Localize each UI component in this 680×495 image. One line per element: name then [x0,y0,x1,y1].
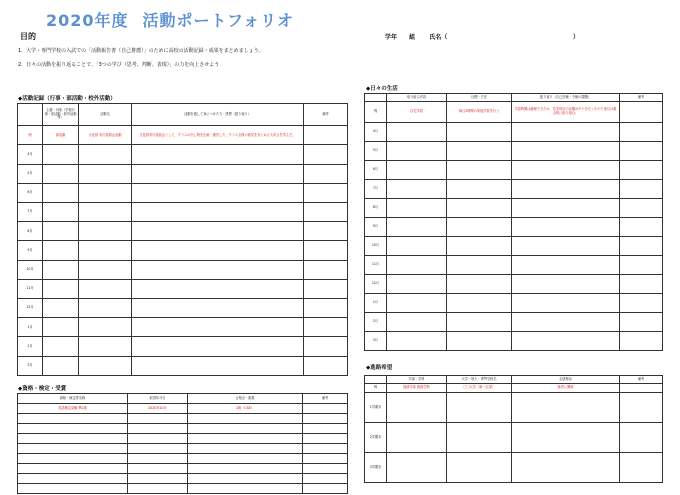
row-label: 1学期末 [365,393,387,423]
entry-cell[interactable] [512,393,620,423]
entry-cell[interactable] [132,164,304,183]
purpose-item-1: 1．大学・専門学校の入試での「活動報告書（自己推薦）」のために高校の活動記録・成果をまとめましょう。 [18,48,264,54]
entry-cell[interactable] [132,279,304,298]
entry-cell[interactable] [447,393,512,423]
row-label: 3学期末 [365,453,387,483]
table-row [18,222,348,241]
entry-cell[interactable] [512,123,620,142]
entry-cell[interactable] [512,218,620,237]
entry-cell[interactable] [620,199,663,218]
entry-cell[interactable] [620,393,663,423]
row-label: 1月 [18,318,43,337]
entry-cell[interactable] [620,423,663,453]
entry-cell[interactable] [128,484,188,494]
entry-cell[interactable] [132,260,304,279]
entry-cell[interactable] [132,203,304,222]
name-close: ） [573,34,580,41]
entry-cell[interactable] [18,474,128,484]
table-header-row [365,376,663,384]
entry-cell[interactable] [387,142,447,161]
entry-cell[interactable] [128,474,188,484]
entry-cell[interactable] [387,123,447,142]
row-label: 例 [365,102,387,123]
row-label: 7月 [18,203,43,222]
cell-content: 文化祭実行委員会として、クラスの出し物を企画・運営した。クラス全員の意見をまとめる大切さを学んだ。 [132,126,304,145]
cell: 経済学部 経済学科 [387,384,447,393]
table-row [365,313,663,332]
cell-goal: 毎日2時間の家庭学習を行う [447,102,512,123]
entry-cell[interactable] [447,180,512,199]
row-label: 10月 [365,237,387,256]
entry-cell[interactable] [188,424,303,434]
row-label: 12月 [18,299,43,318]
row-label: 3月 [18,356,43,375]
entry-cell[interactable] [79,164,132,183]
entry-cell[interactable] [79,318,132,337]
entry-cell[interactable] [512,256,620,275]
name-label: 氏名（ [429,34,448,41]
entry-cell[interactable] [43,164,79,183]
entry-cell[interactable] [43,183,79,202]
table-row [365,294,663,313]
entry-cell[interactable] [512,294,620,313]
entry-cell[interactable] [620,332,663,351]
header-cell [18,104,43,126]
table-row [18,145,348,164]
entry-cell[interactable] [18,464,128,474]
row-label: 例 [365,384,387,393]
cell [303,404,348,414]
entry-cell[interactable] [43,279,79,298]
entry-cell[interactable] [620,275,663,294]
entry-cell[interactable] [128,444,188,454]
entry-cell[interactable] [387,237,447,256]
table-row [18,318,348,337]
entry-cell[interactable] [43,222,79,241]
entry-cell[interactable] [303,464,348,474]
header-cell [365,376,387,384]
table-row [365,102,663,123]
header-cell: 大学・短大・専門学校名 [447,376,512,384]
entry-cell[interactable] [79,260,132,279]
row-label: 11月 [365,256,387,275]
entry-cell[interactable] [620,256,663,275]
entry-cell[interactable] [132,241,304,260]
cell: 〇〇大学（第一志望） [447,384,512,393]
entry-cell[interactable] [79,183,132,202]
entry-cell[interactable] [304,241,348,260]
header-cell: 主催・対象（学校行事・部活動・校外活動等） [43,104,79,126]
entry-cell[interactable] [79,279,132,298]
title-year: 2020年度 [45,11,129,30]
entry-cell[interactable] [43,241,79,260]
row-label: 8月 [365,199,387,218]
entry-cell[interactable] [447,199,512,218]
table-row [18,279,348,298]
entry-cell[interactable] [79,222,132,241]
entry-cell[interactable] [387,313,447,332]
entry-cell[interactable] [303,444,348,454]
entry-cell[interactable] [447,294,512,313]
entry-cell[interactable] [18,454,128,464]
row-label: 7月 [365,180,387,199]
table-row [18,464,348,474]
entry-cell[interactable] [43,337,79,356]
entry-cell[interactable] [79,241,132,260]
entry-cell[interactable] [128,454,188,464]
entry-cell[interactable] [304,356,348,375]
entry-cell[interactable] [447,218,512,237]
career-section-title: ◆進路希望 [366,365,393,371]
entry-cell[interactable] [188,414,303,424]
entry-cell[interactable] [447,142,512,161]
learning-section-title: ◆日々の生活 [366,86,398,92]
entry-cell[interactable] [43,145,79,164]
entry-cell[interactable] [387,199,447,218]
entry-cell[interactable] [188,454,303,464]
entry-cell[interactable] [447,423,512,453]
cell: 英語検定試験 準2級 [18,404,128,414]
entry-cell[interactable] [304,279,348,298]
career-table [364,375,663,483]
table-row [365,384,663,393]
entry-cell[interactable] [128,434,188,444]
entry-cell[interactable] [303,414,348,424]
header-cell: 備考 [620,94,663,102]
table-row [18,484,348,494]
activities-table [17,103,348,376]
row-label: 4月 [365,123,387,142]
header-cell: 志望理由 [512,376,620,384]
entry-cell[interactable] [447,256,512,275]
table-row [18,444,348,454]
class-label: 組 [409,34,416,41]
table-row [18,454,348,464]
table-row [18,474,348,484]
entry-cell[interactable] [387,393,447,423]
entry-cell[interactable] [43,356,79,375]
entry-cell[interactable] [132,222,304,241]
table-row [365,423,663,453]
qualifications-section-title: ◆資格・検定・受賞 [18,386,67,392]
entry-cell[interactable] [132,337,304,356]
entry-cell[interactable] [132,183,304,202]
cell [620,384,663,393]
page-title [0,8,340,31]
cell-content: 自宅学習 [387,102,447,123]
activities-section-title: ◆活動記録（行事・部活動・校外活動） [18,96,116,102]
row-label: 2月 [365,313,387,332]
entry-cell[interactable] [512,237,620,256]
entry-cell[interactable] [79,299,132,318]
entry-cell[interactable] [512,142,620,161]
entry-cell[interactable] [79,337,132,356]
header-cell: 学部・学科 [387,376,447,384]
row-label: 2学期末 [365,423,387,453]
table-row [365,123,663,142]
entry-cell[interactable] [18,484,128,494]
table-row [18,424,348,434]
entry-cell[interactable] [387,423,447,453]
entry-cell[interactable] [188,464,303,474]
table-header-row [18,394,348,404]
entry-cell[interactable] [304,145,348,164]
header-cell: 備考 [304,104,348,126]
entry-cell[interactable] [304,203,348,222]
row-label: 例 [18,126,43,145]
entry-cell[interactable] [188,434,303,444]
entry-cell[interactable] [512,161,620,180]
entry-cell[interactable] [620,294,663,313]
cell: 2級（CSE） [188,404,303,414]
row-label: 11月 [18,279,43,298]
row-label: 8月 [18,222,43,241]
header-cell: 振り返り（自己評価・今後の課題） [512,94,620,102]
row-label: 6月 [18,183,43,202]
cell-reflection: 学習時間は確保できたが、苦手科目の克服が不十分だったので来月は重点的に取り組む。 [512,102,620,123]
entry-cell[interactable] [304,183,348,202]
entry-cell[interactable] [512,199,620,218]
entry-cell[interactable] [387,332,447,351]
table-row [365,218,663,237]
entry-cell[interactable] [79,356,132,375]
entry-cell[interactable] [43,299,79,318]
entry-cell[interactable] [303,424,348,434]
entry-cell[interactable] [43,260,79,279]
entry-cell[interactable] [18,434,128,444]
table-row [365,142,663,161]
entry-cell[interactable] [188,484,303,494]
learning-table [364,93,663,351]
header-cell: 備考 [620,376,663,384]
entry-cell[interactable] [620,237,663,256]
table-row [18,203,348,222]
entry-cell[interactable] [304,337,348,356]
row-label: 12月 [365,275,387,294]
table-row [18,434,348,444]
table-row [365,199,663,218]
table-row [365,275,663,294]
header-cell: 資格・検定等名称 [18,394,128,404]
entry-cell[interactable] [447,237,512,256]
table-header-row [18,104,348,126]
table-row [365,180,663,199]
entry-cell[interactable] [620,123,663,142]
entry-cell[interactable] [387,275,447,294]
entry-cell[interactable] [447,313,512,332]
entry-cell[interactable] [620,453,663,483]
entry-cell[interactable] [447,453,512,483]
entry-cell[interactable] [620,218,663,237]
entry-cell[interactable] [303,434,348,444]
entry-cell[interactable] [512,423,620,453]
qualifications-table [17,393,348,494]
table-row [365,453,663,483]
table-row [18,126,348,145]
entry-cell[interactable] [447,123,512,142]
header-cell [365,94,387,102]
entry-cell[interactable] [620,161,663,180]
entry-cell[interactable] [128,414,188,424]
entry-cell[interactable] [620,313,663,332]
header-cell: 活動名 [79,104,132,126]
entry-cell[interactable] [43,318,79,337]
row-label: 5月 [18,164,43,183]
entry-cell[interactable] [303,484,348,494]
header-cell: 活動を通して身につけた力・感想（振り返り） [132,104,304,126]
header-cell: 取り組み内容 [387,94,447,102]
entry-cell[interactable] [304,299,348,318]
entry-cell[interactable] [132,145,304,164]
table-row [365,256,663,275]
row-label: 6月 [365,161,387,180]
entry-cell[interactable] [447,161,512,180]
row-label: 9月 [18,241,43,260]
table-row [18,241,348,260]
entry-cell[interactable] [512,275,620,294]
entry-cell[interactable] [387,294,447,313]
entry-cell[interactable] [132,356,304,375]
entry-cell[interactable] [132,299,304,318]
table-row [18,404,348,414]
entry-cell[interactable] [303,454,348,464]
table-row [18,183,348,202]
entry-cell[interactable] [128,464,188,474]
table-row [365,161,663,180]
row-label: 5月 [365,142,387,161]
row-label: 9月 [365,218,387,237]
cell-name: 文化祭 実行委員会活動 [79,126,132,145]
entry-cell[interactable] [18,414,128,424]
entry-cell[interactable] [447,275,512,294]
entry-cell[interactable] [304,318,348,337]
table-row [18,164,348,183]
table-row [18,414,348,424]
entry-cell[interactable] [18,444,128,454]
row-label: 4月 [18,145,43,164]
entry-cell[interactable] [620,142,663,161]
table-header-row [365,94,663,102]
entry-cell[interactable] [512,453,620,483]
cell-note [304,126,348,145]
header-cell: 取得年月日 [128,394,188,404]
header-cell: 合格点・級数 [188,394,303,404]
row-label: 10月 [18,260,43,279]
grade-label: 学年 [385,34,398,41]
entry-cell[interactable] [304,164,348,183]
entry-cell[interactable] [188,444,303,454]
table-row [365,237,663,256]
entry-cell[interactable] [512,313,620,332]
cell-type: 部活動 [43,126,79,145]
entry-cell[interactable] [303,474,348,484]
entry-cell[interactable] [512,332,620,351]
entry-cell[interactable] [304,260,348,279]
entry-cell[interactable] [43,203,79,222]
entry-cell[interactable] [79,203,132,222]
table-row [365,332,663,351]
cell: 経営に興味 [512,384,620,393]
entry-cell[interactable] [128,424,188,434]
entry-cell[interactable] [387,180,447,199]
entry-cell[interactable] [620,180,663,199]
row-label: 2月 [18,337,43,356]
entry-cell[interactable] [387,453,447,483]
table-row [365,393,663,423]
student-info [385,32,580,41]
entry-cell[interactable] [387,161,447,180]
cell: 2020年10月 [128,404,188,414]
entry-cell[interactable] [447,332,512,351]
header-cell: 目標・方法 [447,94,512,102]
row-label: 3月 [365,332,387,351]
entry-cell[interactable] [132,318,304,337]
entry-cell[interactable] [188,474,303,484]
table-row [18,299,348,318]
entry-cell[interactable] [304,222,348,241]
entry-cell[interactable] [512,180,620,199]
table-row [18,337,348,356]
entry-cell[interactable] [387,218,447,237]
table-row [18,260,348,279]
entry-cell[interactable] [18,424,128,434]
table-row [18,356,348,375]
header-cell: 備考 [303,394,348,404]
purpose-item-2: 2．日々の活動を振り返ることで、「3つの学び（思考、判断、表現）」の力を向上させよう [18,62,220,68]
row-label: 1月 [365,294,387,313]
purpose-label: 目的 [20,32,36,41]
entry-cell[interactable] [79,145,132,164]
entry-cell[interactable] [387,256,447,275]
cell-note [620,102,663,123]
title-text: 活動ポートフォリオ [142,11,295,30]
